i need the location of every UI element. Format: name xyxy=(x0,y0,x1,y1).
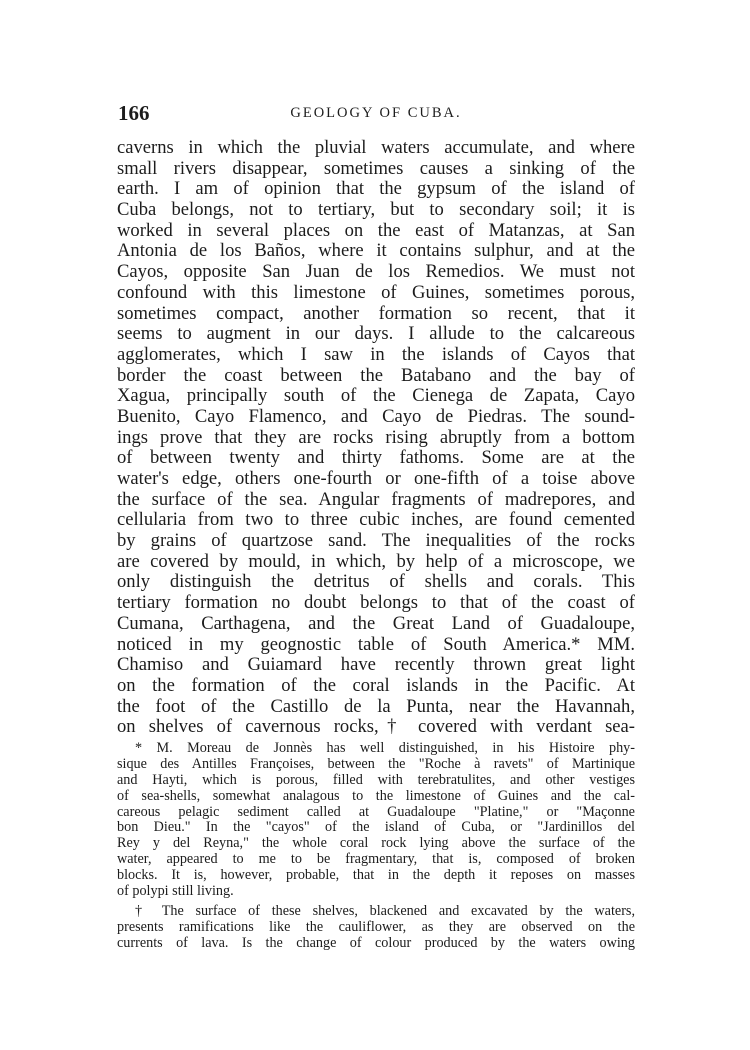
body-line: caverns in which the pluvial waters accumulate, and where xyxy=(117,137,635,158)
body-line: by grains of quartzose sand. The inequalities of the rocks xyxy=(117,530,635,552)
body-line: confound with this limestone of Guines, sometimes porous, xyxy=(117,281,635,303)
footnote-line: water, appeared to me to be fragmentary, that is, composed of broken xyxy=(117,851,635,868)
page-number: 166 xyxy=(118,101,150,125)
body-line: Cayos, opposite San Juan de los Remedios. We must not xyxy=(117,261,635,283)
footnote-line: * M. Moreau de Jonnès has well distinguished, in his Histoire phy- xyxy=(135,740,635,756)
running-title: GEOLOGY OF CUBA. xyxy=(290,105,462,121)
body-line: the foot of the Castillo de la Punta, near the Havannah, xyxy=(117,695,635,717)
body-line: agglomerates, which I saw in the islands of Cayos that xyxy=(117,343,635,365)
body-line: sometimes compact, another formation so recent, that it xyxy=(117,302,635,324)
footnote-line: Rey y del Reyna," the whole coral rock lying above the surface of the xyxy=(117,835,635,852)
footnote-line: presents ramifications like the cauliflower, as they are observed on the xyxy=(117,918,635,935)
body-line: the surface of the sea. Angular fragments of madrepores, and xyxy=(117,488,635,510)
footnote-dagger xyxy=(117,904,635,952)
footnote-line: currents of lava. Is the change of colour produced by the waters owing xyxy=(117,934,635,951)
body-line: Cumana, Carthagena, and the Great Land of Guadaloupe, xyxy=(117,612,635,634)
body-line: tertiary formation no doubt belongs to that of the coast of xyxy=(117,592,635,614)
body-line: Antonia de los Baños, where it contains sulphur, and at the xyxy=(117,240,635,262)
footnote-line: of sea-shells, somewhat analagous to the limestone of Guines and the cal- xyxy=(117,787,635,804)
body-line: cellularia from two to three cubic inches, are found cemented xyxy=(117,509,635,531)
body-line: noticed in my geognostic table of South America.* MM. xyxy=(117,633,635,655)
footnote-line: of polypi still living. xyxy=(117,883,234,900)
body-line: seems to augment in our days. I allude to the calcareous xyxy=(117,323,635,345)
body-line: Buenito, Cayo Flamenco, and Cayo de Piedras. The sound- xyxy=(117,405,635,427)
body-line: small rivers disappear, sometimes causes a sinking of the xyxy=(117,157,635,179)
body-line: Chamiso and Guiamard have recently thrown great light xyxy=(117,654,635,676)
footnote-line: sique des Antilles Françoises, between the "Roche à ravets" of Martinique xyxy=(117,755,635,772)
body-line: are covered by mould, in which, by help of a microscope, we xyxy=(117,550,635,572)
footnote-line: careous pelagic sediment called at Guadaloupe "Platine," or "Maçonne xyxy=(117,803,635,820)
body-line: Cuba belongs, not to tertiary, but to secondary soil; it is xyxy=(117,199,635,221)
body-line: earth. I am of opinion that the gypsum of the island of xyxy=(117,178,635,200)
footnote-line: † The surface of these shelves, blackened and excavated by the waters, xyxy=(135,902,635,919)
footnote-line: blocks. It is, however, probable, that in the depth it reposes on masses xyxy=(117,867,635,884)
body-line: Xagua, principally south of the Cienega de Zapata, Cayo xyxy=(117,385,635,407)
body-paragraph xyxy=(117,138,635,738)
footnote-line: and Hayti, which is porous, filled with terebratulites, and other vestiges xyxy=(117,771,635,788)
body-line: of between twenty and thirty fathoms. Some are at the xyxy=(117,447,635,469)
body-line: on the formation of the coral islands in the Pacific. At xyxy=(117,674,635,696)
body-line: on shelves of cavernous rocks,† covered with verdant sea- xyxy=(117,716,635,738)
body-line: border the coast between the Batabano and the bay of xyxy=(117,364,635,386)
running-head xyxy=(118,100,634,126)
body-line: only distinguish the detritus of shells and corals. This xyxy=(117,571,635,593)
body-line: worked in several places on the east of Matanzas, at San xyxy=(117,219,635,241)
footnote-asterisk xyxy=(117,741,635,900)
footnotes xyxy=(117,741,635,956)
footnote-line: bon Dieu." In the "cayos" of the island of Cuba, or "Jardinillos del xyxy=(117,819,635,836)
body-line: ings prove that they are rocks rising abruptly from a bottom xyxy=(117,426,635,448)
body-line: water's edge, others one-fourth or one-fifth of a toise above xyxy=(117,468,635,489)
